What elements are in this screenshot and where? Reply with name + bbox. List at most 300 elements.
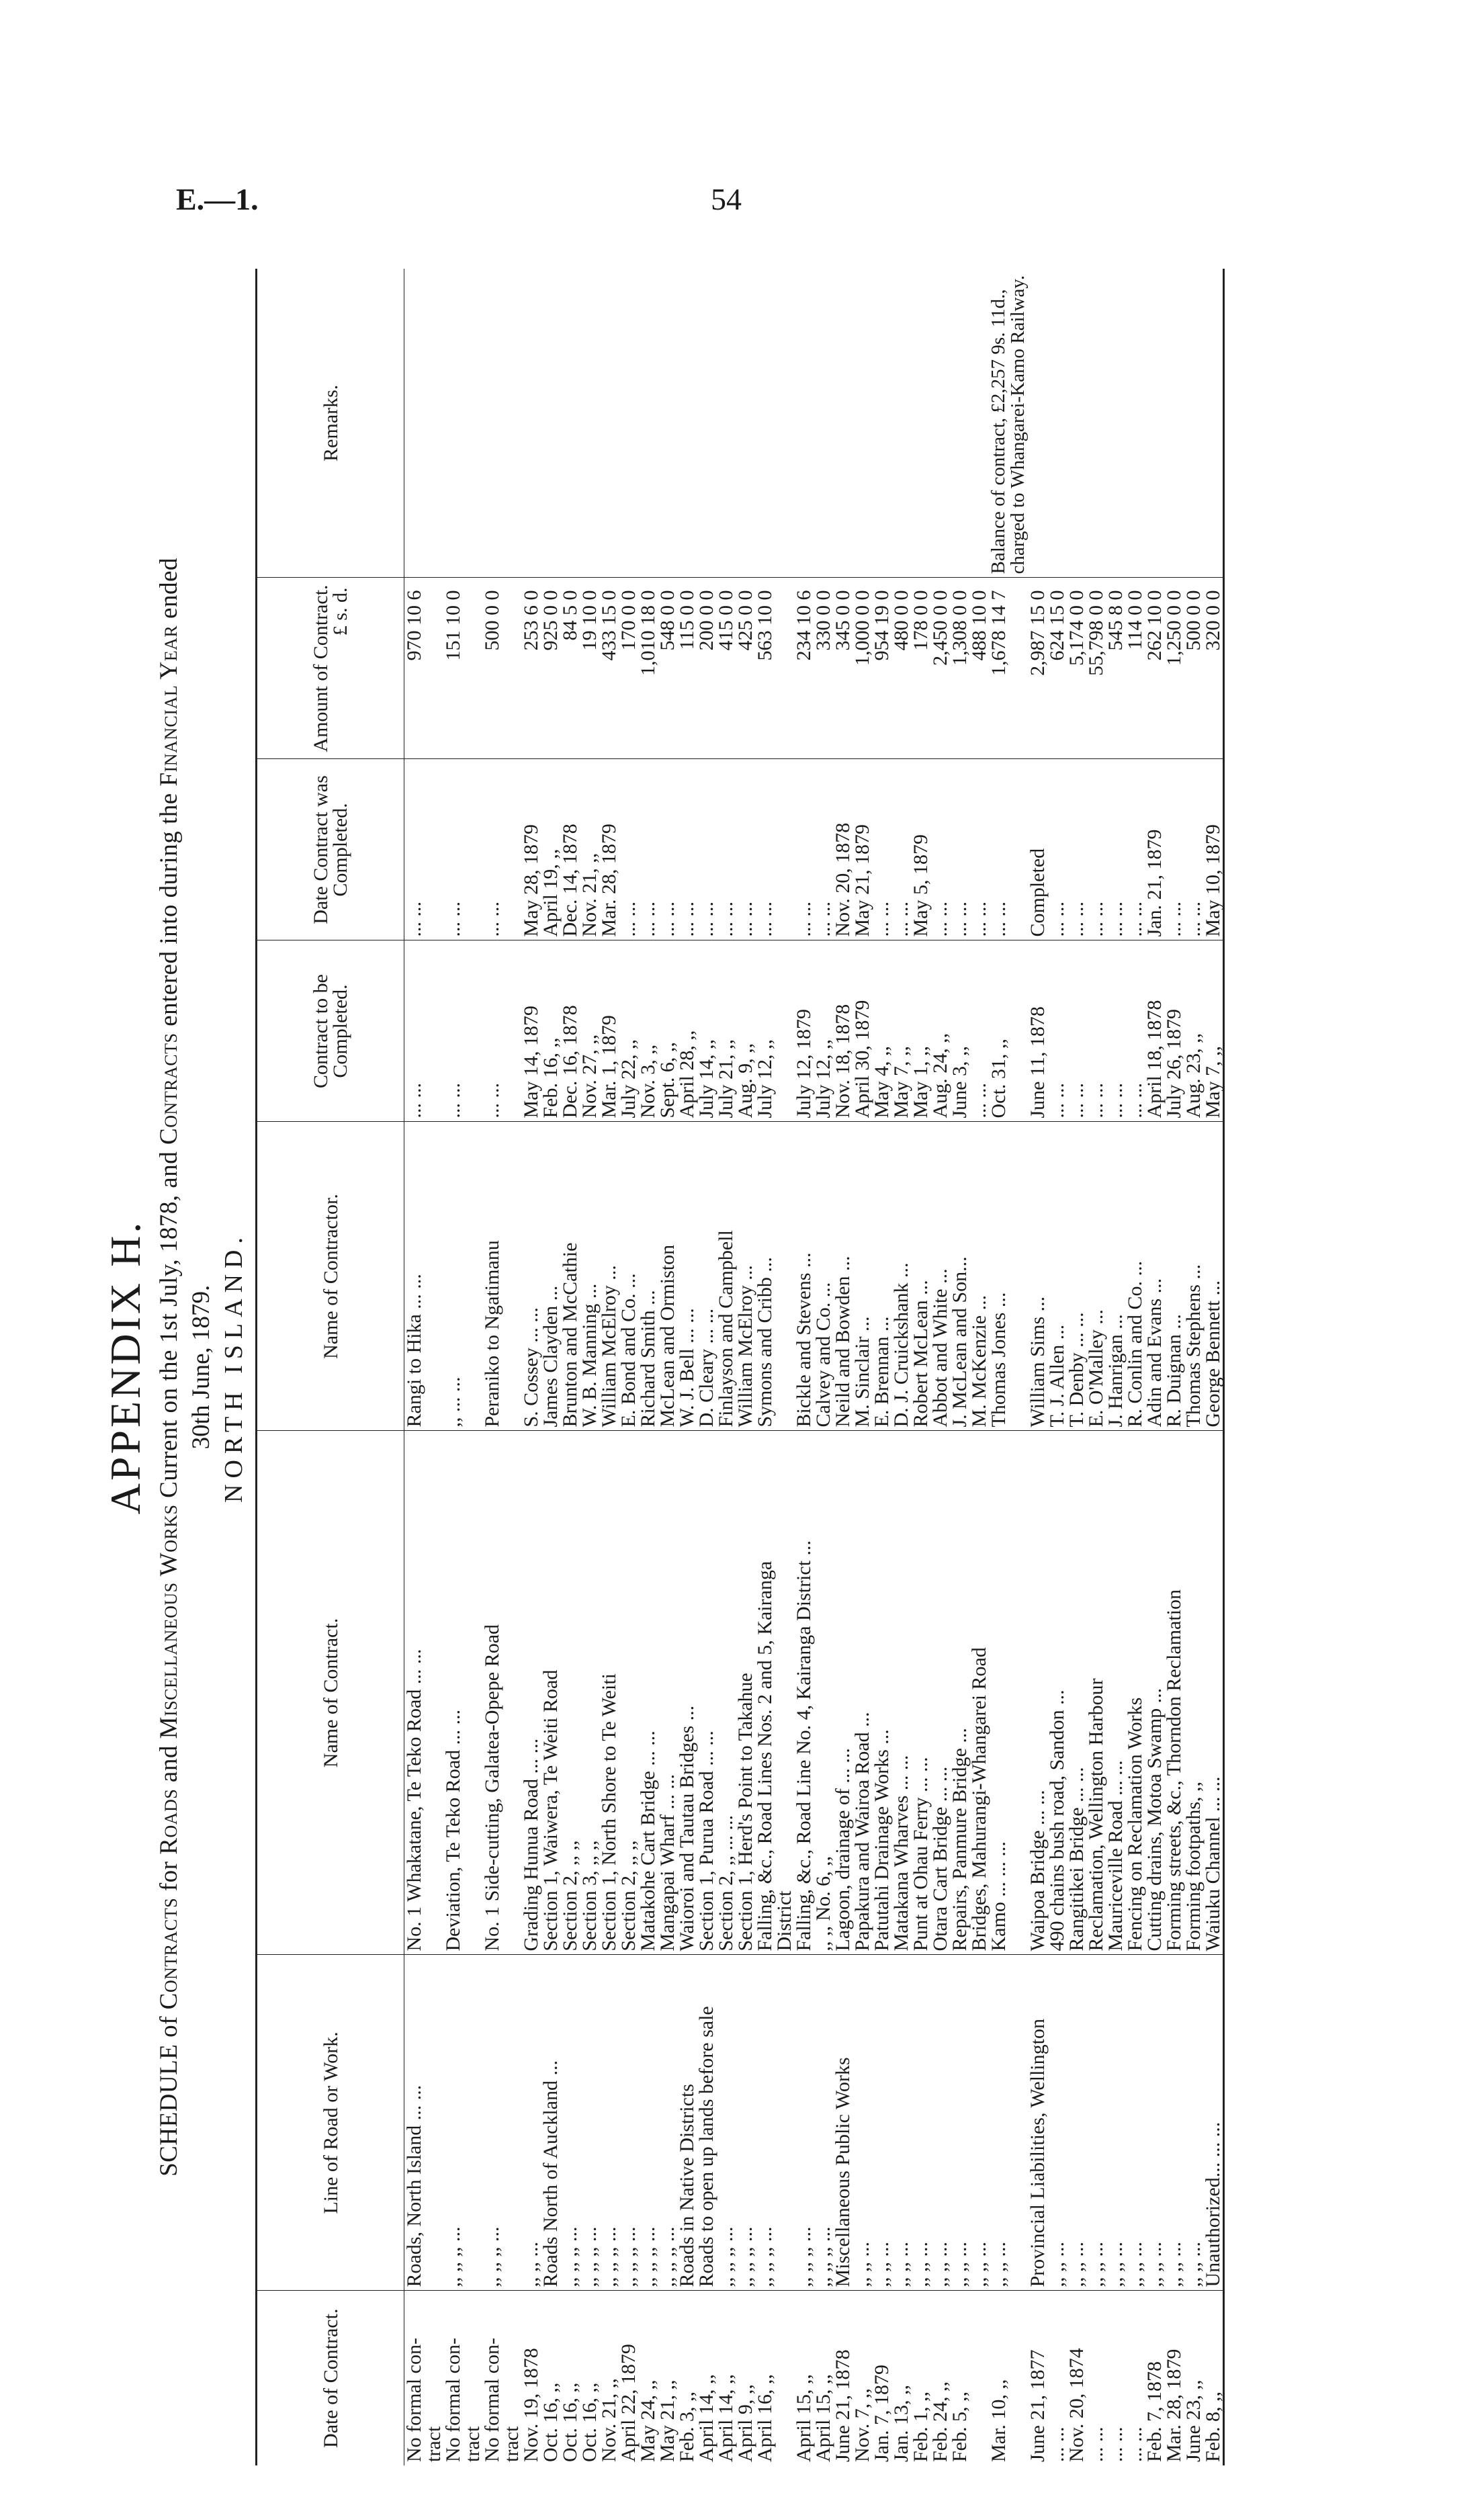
cell-due-date: April 28, ,, [677, 940, 697, 1122]
page-number: 54 [711, 182, 742, 216]
cell-date: No formal con- [403, 2338, 425, 2462]
cell-amount: 500 0 0 [482, 578, 502, 759]
cell-remarks [1047, 269, 1067, 578]
table-row [969, 269, 989, 2465]
cell-contract-name: No. 1 Whakatane, Te Teko Road ... ... [404, 1431, 425, 1955]
cell-due-date: Dec. 16, 1878 [560, 940, 580, 1122]
cell-date: tract [423, 2426, 445, 2462]
cell-remarks [911, 269, 930, 578]
cell-amount: 262 10 0 [1145, 578, 1164, 759]
table-row [1184, 269, 1203, 2465]
table-row [697, 269, 716, 2465]
cell-remarks [1145, 269, 1164, 578]
table-row [930, 269, 950, 2465]
cell-contract-name: No. 1 Side-cutting, Galatea-Opepe Road [482, 1431, 502, 1955]
cell-contract-name: Section 1, North Shore to Te Weiti [599, 1431, 619, 1955]
cell-amount: 415 0 0 [716, 578, 736, 759]
cell-remarks [677, 269, 697, 578]
cell-contract-name: Deviation, Te Teko Road ... ... [443, 1431, 463, 1955]
cell-date: No formal con- [442, 2338, 464, 2462]
cell-contractor: Peraniko to Ngatimanu [482, 1122, 502, 1431]
cell-due-date: May 1, ,, [911, 940, 930, 1122]
cell-remarks [658, 269, 677, 578]
cell-remarks [872, 269, 891, 578]
cell-date: April 22, 1879 [617, 2344, 640, 2462]
cell-contractor: E. Brennan ... [872, 1122, 891, 1431]
cell-completed-date: ... ... [1106, 759, 1125, 940]
cell-line-of-road: ,, ,, ,, ... [814, 1955, 833, 2291]
cell-date: Oct. 16, ,, [539, 2382, 562, 2462]
cell-completed-date: ... ... [1184, 759, 1203, 940]
cell-remarks [950, 269, 969, 578]
cell-date: Oct. 16, ,, [559, 2382, 581, 2462]
cell-remarks [1164, 269, 1184, 578]
cell-remarks [521, 269, 541, 578]
header-remarks: Remarks. [257, 269, 404, 578]
table-row [1164, 269, 1184, 2465]
island-heading: NORTH ISLAND. [220, 1231, 248, 1503]
cell-contractor: W. J. Bell ... ... [677, 1122, 697, 1431]
cell-contract-name: Punt at Ohau Ferry ... ... [911, 1431, 930, 1955]
cell-line-of-road: ,, ,, ... [1184, 1955, 1203, 2291]
table-row [580, 269, 599, 2465]
cell-amount [424, 578, 443, 759]
cell-contractor: Thomas Jones ... [989, 1122, 1028, 1431]
table-row [1047, 269, 1067, 2465]
cell-completed-date: ... ... [736, 759, 755, 940]
cell-date: tract [462, 2426, 484, 2462]
cell-date: tract [500, 2426, 523, 2462]
cell-completed-date: Completed [1028, 759, 1047, 940]
cell-amount: 500 0 0 [1184, 578, 1203, 759]
cell-completed-date: ... ... [755, 759, 775, 940]
cell-date: ... ... [1104, 2426, 1127, 2462]
cell-contract-name: 490 chains bush road, Sandon ... [1047, 1431, 1067, 1955]
cell-contractor: Finlayson and Campbell [716, 1122, 736, 1431]
cell-contract-name: Section 2, ,, ... ... [716, 1431, 736, 1955]
table-row [1067, 269, 1086, 2465]
cell-remarks [541, 269, 560, 578]
cell-date: May 21, ,, [656, 2379, 679, 2462]
cell-completed-date [775, 759, 794, 940]
cell-contract-name: Papakura and Wairoa Road ... [853, 1431, 872, 1955]
cell-line-of-road: Roads to open up lands before sale [697, 1955, 716, 2291]
cell-due-date: Feb. 16, ,, [541, 940, 560, 1122]
cell-date: Nov. 19, 1878 [520, 2348, 542, 2462]
cell-contractor: R. Duignan ... [1164, 1122, 1184, 1431]
cell-completed-date: May 10, 1879 [1203, 759, 1224, 940]
cell-due-date: Nov. 27, ,, [580, 940, 599, 1122]
cell-contract-name: Forming streets, &c., Thorndon Reclamation [1164, 1431, 1184, 1955]
cell-line-of-road: ,, ,, ... [969, 1955, 989, 2291]
cell-amount: 548 0 0 [658, 578, 677, 759]
cell-contractor: William McElroy ... [736, 1122, 755, 1431]
cell-line-of-road: ,, ,, ,, ... [794, 1955, 814, 2291]
cell-due-date: July 12, ,, [755, 940, 775, 1122]
cell-date: Mar. 28, 1879 [1163, 2349, 1185, 2462]
cell-line-of-road: ,, ,, ,, ... [755, 1955, 775, 2291]
cell-due-date: Mar. 1, 1879 [599, 940, 619, 1122]
cell-due-date: ... ... [482, 940, 502, 1122]
cell-amount: 2,987 15 0 [1028, 578, 1047, 759]
cell-due-date: ... ... [1086, 940, 1106, 1122]
table-row [716, 269, 736, 2465]
table-row [599, 269, 619, 2465]
cell-line-of-road: ,, ,, ,, ... [716, 1955, 736, 2291]
cell-date: Feb. 1, ,, [910, 2392, 932, 2462]
cell-amount: 1,010 18 0 [638, 578, 658, 759]
cell-contract-name: Falling, &c., Road Lines Nos. 2 and 5, Kairanga [755, 1431, 775, 1955]
cell-due-date: May 7, ,, [1203, 940, 1224, 1122]
cell-date: ... ... [1085, 2426, 1107, 2462]
cell-remarks [891, 269, 911, 578]
cell-amount: 954 19 0 [872, 578, 891, 759]
cell-line-of-road: Provincial Liabilities, Wellington [1028, 1955, 1047, 2291]
cell-amount: 178 0 0 [911, 578, 930, 759]
schedule-title: SCHEDULE of Contracts for Roads and Miscellaneous Works Current on the 1st July, 1878, and Contracts entered into during the Financial Year ended [155, 558, 183, 2177]
cell-date: Feb. 7, 1878 [1143, 2361, 1166, 2462]
cell-date: Nov. 21, ,, [598, 2378, 620, 2462]
table-row [658, 269, 677, 2465]
cell-line-of-road: ,, ,, ... [891, 1955, 911, 2291]
cell-date: April 15, ,, [793, 2374, 815, 2462]
table-row [814, 269, 833, 2465]
cell-due-date: Aug. 24, ,, [930, 940, 950, 1122]
cell-amount [463, 578, 482, 759]
cell-line-of-road [502, 1955, 521, 2291]
cell-contractor: Rangi to Hika ... ... [404, 1122, 425, 1431]
cell-remarks [502, 269, 521, 578]
cell-remarks [482, 269, 502, 578]
cell-amount: 84 5 0 [560, 578, 580, 759]
cell-completed-date: ... ... [1067, 759, 1086, 940]
cell-contract-name: Fencing on Reclamation Works [1125, 1431, 1145, 1955]
cell-remarks [463, 269, 482, 578]
cell-contract-name: Falling, &c., Road Line No. 4, Kairanga District ... [794, 1431, 814, 1955]
table-row [1028, 269, 1047, 2465]
cell-line-of-road: Roads, North Island ... ... [404, 1955, 425, 2291]
cell-due-date: July 14, ,, [697, 940, 716, 1122]
table-row [1086, 269, 1106, 2465]
cell-completed-date: May 21, 1879 [853, 759, 872, 940]
cell-completed-date: ... ... [794, 759, 814, 940]
cell-date: ... ... [1124, 2426, 1146, 2462]
cell-contractor: Neild and Bowden ... [833, 1122, 853, 1431]
cell-contract-name: Section 2, ,, ,, [560, 1431, 580, 1955]
cell-date: April 14, ,, [715, 2374, 737, 2462]
cell-due-date: Aug. 23, ,, [1184, 940, 1203, 1122]
cell-amount: 151 10 0 [443, 578, 463, 759]
table-row [872, 269, 891, 2465]
cell-amount [502, 578, 521, 759]
cell-completed-date: ... ... [443, 759, 463, 940]
page-code: E.—1. [176, 182, 259, 216]
cell-line-of-road [775, 1955, 794, 2291]
table-row [541, 269, 560, 2465]
cell-contractor: Thomas Stephens ... [1184, 1122, 1203, 1431]
cell-amount: 330 0 0 [814, 578, 833, 759]
cell-contractor [502, 1122, 521, 1431]
contracts-table [255, 269, 1225, 2465]
table-row [794, 269, 814, 2465]
cell-completed-date: ... ... [930, 759, 950, 940]
table-row [443, 269, 463, 2465]
cell-contract-name: Waipoa Bridge ... ... [1028, 1431, 1047, 1955]
cell-due-date: ... ... [404, 940, 425, 1122]
table-row [619, 269, 638, 2465]
cell-date: Feb. 3, ,, [676, 2392, 698, 2462]
cell-date: Feb. 8, ,, [1203, 2291, 1224, 2465]
cell-line-of-road: Unauthorized... ... ... [1203, 1955, 1224, 2291]
cell-amount: 1,678 14 7 [989, 578, 1028, 759]
table-row [502, 269, 521, 2465]
cell-contractor: Abbot and White ... [930, 1122, 950, 1431]
cell-completed-date: ... ... [891, 759, 911, 940]
cell-line-of-road: ,, ,, ... [521, 1955, 541, 2291]
table-row [1106, 269, 1125, 2465]
cell-due-date: ... ... [1106, 940, 1125, 1122]
cell-contract-name: Section 2, ,, ,, [619, 1431, 638, 1955]
table-row [775, 269, 794, 2465]
cell-remarks [794, 269, 814, 578]
cell-date: Feb. 5, ,, [949, 2392, 971, 2462]
cell-due-date: July 22, ,, [619, 940, 638, 1122]
cell-line-of-road: ,, ,, ,, ... [560, 1955, 580, 2291]
cell-remarks [619, 269, 638, 578]
cell-line-of-road: ,, ,, ... [950, 1955, 969, 2291]
cell-date: June 21, 1878 [832, 2349, 854, 2462]
cell-contract-name: District [775, 1431, 794, 1955]
cell-completed-date: Nov. 20, 1878 [833, 759, 853, 940]
table-header-row [257, 269, 404, 2465]
table-row [989, 269, 1028, 2465]
cell-date: June 21, 1877 [1027, 2349, 1049, 2462]
cell-completed-date: ... ... [1164, 759, 1184, 940]
cell-line-of-road: Miscellaneous Public Works [833, 1955, 853, 2291]
cell-contractor: ,, ... ... [443, 1122, 463, 1431]
rotated-table-sheet [101, 269, 1357, 2465]
cell-line-of-road [424, 1955, 443, 2291]
cell-contract-name: Otara Cart Bridge ... ... [930, 1431, 950, 1955]
cell-line-of-road: ,, ,, ... [1047, 1955, 1067, 2291]
header-name-of-contractor: Name of Contractor. [257, 1122, 404, 1431]
cell-contractor [463, 1122, 482, 1431]
cell-completed-date: ... ... [697, 759, 716, 940]
table-row [950, 269, 969, 2465]
cell-contract-name: Mauriceville Road ... ... [1106, 1431, 1125, 1955]
cell-contract-name: Repairs, Panmure Bridge ... [950, 1431, 969, 1955]
cell-completed-date: May 5, 1879 [911, 759, 930, 940]
cell-completed-date: ... ... [814, 759, 833, 940]
cell-date: June 23, ,, [1182, 2379, 1205, 2462]
cell-amount [775, 578, 794, 759]
cell-due-date: ... ... [1067, 940, 1086, 1122]
cell-completed-date: ... ... [619, 759, 638, 940]
cell-date: ... ... [1046, 2426, 1068, 2462]
cell-amount: 115 0 0 [677, 578, 697, 759]
cell-completed-date: ... ... [638, 759, 658, 940]
cell-amount: 1,250 0 0 [1164, 578, 1184, 759]
cell-contract-name: Mangapai Wharf ... ... [658, 1431, 677, 1955]
cell-line-of-road: ,, ,, ,, ... [599, 1955, 619, 2291]
cell-due-date: May 14, 1879 [521, 940, 541, 1122]
cell-amount: 624 15 0 [1047, 578, 1067, 759]
cell-due-date: April 30, 1879 [853, 940, 872, 1122]
cell-due-date [424, 940, 443, 1122]
cell-line-of-road: ,, ,, ,, ... [638, 1955, 658, 2291]
table-row [521, 269, 541, 2465]
cell-remarks [755, 269, 775, 578]
cell-contract-name: Patutahi Drainage Works ... [872, 1431, 891, 1955]
cell-due-date: Nov. 3, ,, [638, 940, 658, 1122]
header-amount: Amount of Contract. £ s. d. [257, 578, 404, 759]
cell-completed-date: ... ... [716, 759, 736, 940]
header-line-of-road: Line of Road or Work. [257, 1955, 404, 2291]
cell-amount: 5,174 0 0 [1067, 578, 1086, 759]
cell-contract-name: Matakana Wharves ... ... [891, 1431, 911, 1955]
cell-remarks [1028, 269, 1047, 578]
cell-date: April 14, ,, [695, 2374, 717, 2462]
cell-due-date: ... ... [969, 940, 989, 1122]
cell-contractor: Richard Smith ... [638, 1122, 658, 1431]
cell-contractor: Calvey and Co. ... [814, 1122, 833, 1431]
cell-contractor: McLean and Ormiston [658, 1122, 677, 1431]
cell-due-date: May 7, ,, [891, 940, 911, 1122]
cell-amount: 925 0 0 [541, 578, 560, 759]
cell-contractor: D. J. Cruickshank ... [891, 1122, 911, 1431]
cell-remarks [404, 269, 425, 578]
cell-contractor: James Clayden ... [541, 1122, 560, 1431]
cell-contract-name: Section 3, ,, ,, [580, 1431, 599, 1955]
cell-remarks [833, 269, 853, 578]
cell-due-date: July 26, 1879 [1164, 940, 1184, 1122]
cell-contractor: J. McLean and Son... [950, 1122, 969, 1431]
cell-date: May 24, ,, [637, 2379, 659, 2462]
cell-amount: 200 0 0 [697, 578, 716, 759]
cell-date: Feb. 24, ,, [929, 2381, 951, 2462]
cell-remarks [853, 269, 872, 578]
cell-due-date: Aug. 9, ,, [736, 940, 755, 1122]
table-row [1203, 269, 1224, 2465]
cell-completed-date [424, 759, 443, 940]
cell-due-date: ... ... [1125, 940, 1145, 1122]
cell-contract-name: Lagoon, drainage of ... ... [833, 1431, 853, 1955]
table-row [1145, 269, 1164, 2465]
header-name-of-contract: Name of Contract. [257, 1431, 404, 1955]
cell-date: Oct. 16, ,, [578, 2382, 601, 2462]
cell-remarks [580, 269, 599, 578]
table-row [1125, 269, 1145, 2465]
cell-completed-date: Nov. 21, ,, [580, 759, 599, 940]
cell-due-date [775, 940, 794, 1122]
cell-line-of-road: ,, ,, ,, ... [443, 1955, 463, 2291]
cell-due-date: July 12, 1879 [794, 940, 814, 1122]
cell-line-of-road: ,, ,, ... [1106, 1955, 1125, 2291]
cell-amount: 2,450 0 0 [930, 578, 950, 759]
cell-date: April 15, ,, [812, 2374, 834, 2462]
cell-remarks [930, 269, 950, 578]
cell-due-date: July 12, ,, [814, 940, 833, 1122]
cell-line-of-road: ,, ,, ,, ... [658, 1955, 677, 2291]
cell-completed-date: Jan. 21, 1879 [1145, 759, 1164, 940]
cell-contractor [424, 1122, 443, 1431]
cell-contractor: T. Denby ... ... [1067, 1122, 1086, 1431]
cell-amount: 480 0 0 [891, 578, 911, 759]
cell-line-of-road: ,, ,, ,, ... [619, 1955, 638, 2291]
cell-remarks [969, 269, 989, 578]
cell-due-date: May 4, ,, [872, 940, 891, 1122]
cell-due-date: June 11, 1878 [1028, 940, 1047, 1122]
cell-completed-date: ... ... [1125, 759, 1145, 940]
cell-remarks [716, 269, 736, 578]
cell-remarks [599, 269, 619, 578]
cell-date [969, 2291, 989, 2465]
cell-line-of-road: ,, ,, ... [911, 1955, 930, 2291]
cell-date: April 9, ,, [734, 2384, 756, 2462]
cell-remarks [1203, 269, 1224, 578]
cell-amount: 320 0 0 [1203, 578, 1224, 759]
cell-contractor: Adin and Evans ... [1145, 1122, 1164, 1431]
cell-completed-date: May 28, 1879 [521, 759, 541, 940]
cell-contract-name: Rangitikei Bridge ... ... [1067, 1431, 1086, 1955]
cell-line-of-road: ,, ,, ... [1125, 1955, 1145, 2291]
cell-amount: 170 0 0 [619, 578, 638, 759]
cell-contractor [775, 1122, 794, 1431]
cell-contract-name: Grading Hunua Road ... ... [521, 1431, 541, 1955]
cell-contractor: Bickle and Stevens ... [794, 1122, 814, 1431]
currency-subheader: £ s. d. [329, 587, 351, 636]
cell-contract-name: Waioroi and Tautau Bridges ... [677, 1431, 697, 1955]
appendix-title: APPENDIX H. [101, 1219, 149, 1515]
cell-contractor: M. McKenzie ... [969, 1122, 989, 1431]
cell-due-date: June 3, ,, [950, 940, 969, 1122]
cell-due-date [463, 940, 482, 1122]
cell-amount: 1,000 0 0 [853, 578, 872, 759]
cell-remarks [1125, 269, 1145, 578]
cell-remarks [1067, 269, 1086, 578]
cell-contractor: T. J. Allen ... [1047, 1122, 1067, 1431]
cell-contractor: Brunton and McCathie [560, 1122, 580, 1431]
cell-contract-name: Kamo ... ... ... [989, 1431, 1028, 1955]
cell-amount: 114 0 0 [1125, 578, 1145, 759]
cell-remarks [814, 269, 833, 578]
cell-completed-date: ... ... [1047, 759, 1067, 940]
cell-due-date: July 21, ,, [716, 940, 736, 1122]
cell-contract-name: Cutting drains, Motoa Swamp ... [1145, 1431, 1164, 1955]
cell-contractor: William McElroy ... [599, 1122, 619, 1431]
table-row [560, 269, 580, 2465]
cell-amount: 433 15 0 [599, 578, 619, 759]
cell-line-of-road [463, 1955, 482, 2291]
cell-completed-date: ... ... [404, 759, 425, 940]
cell-date: No formal con- [481, 2338, 503, 2462]
cell-due-date: Sept. 6, ,, [658, 940, 677, 1122]
cell-date: Jan. 7, 1879 [871, 2365, 893, 2462]
cell-contract-name: Waiuku Channel ... ... [1203, 1431, 1224, 1955]
cell-line-of-road: ,, ,, ... [1164, 1955, 1184, 2291]
cell-due-date: Nov. 18, 1878 [833, 940, 853, 1122]
cell-amount: 970 10 6 [404, 578, 425, 759]
cell-contractor: D. Cleary ... ... [697, 1122, 716, 1431]
cell-contractor: M. Sinclair ... [853, 1122, 872, 1431]
cell-line-of-road: ,, ,, ... [989, 1955, 1028, 2291]
cell-remarks [775, 269, 794, 578]
cell-contract-name [502, 1431, 521, 1955]
cell-line-of-road: ,, ,, ... [872, 1955, 891, 2291]
header-contract-to-be-completed: Contract to be Completed. [257, 940, 404, 1122]
cell-amount: 253 6 0 [521, 578, 541, 759]
table-row [677, 269, 697, 2465]
